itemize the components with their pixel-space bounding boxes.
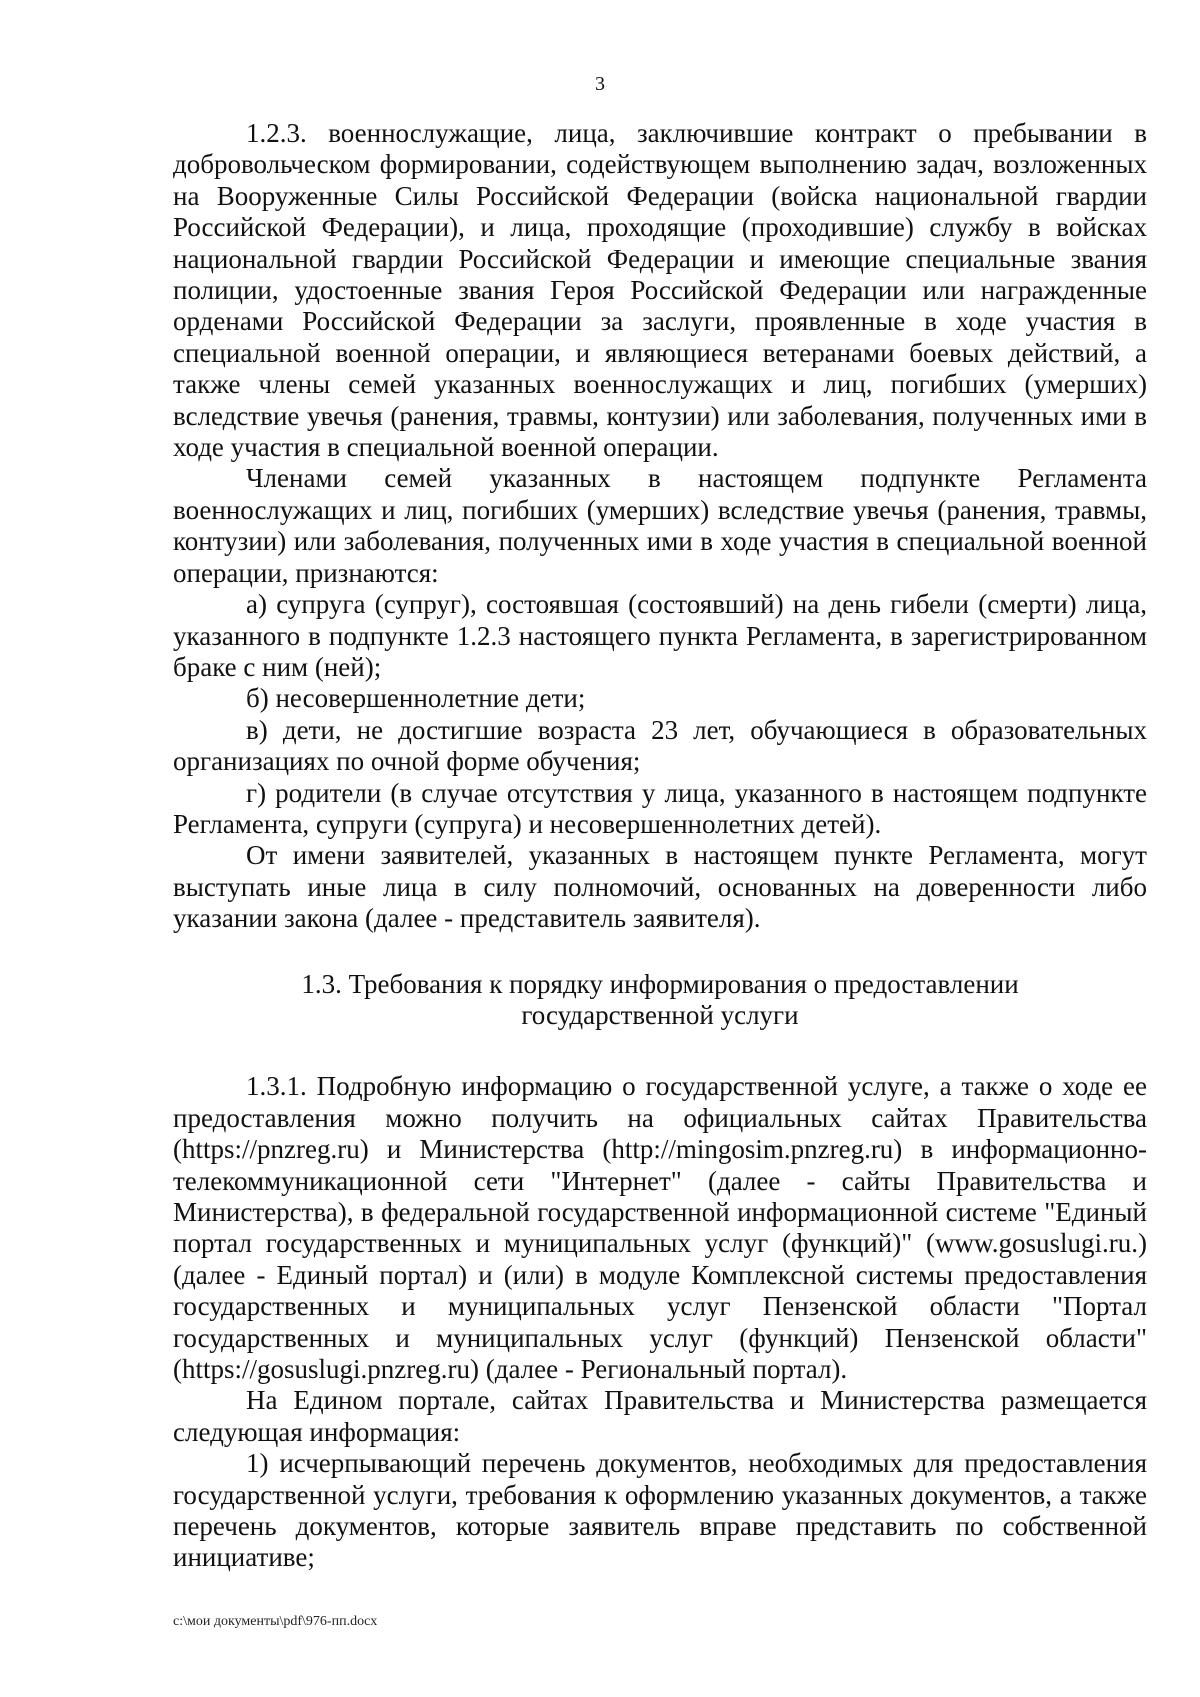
heading-line-2: государственной услуги — [521, 999, 799, 1030]
paragraph-family-members: Членами семей указанных в настоящем подпункте Регламента военнослужащих и лиц, погибших (умерших) вследствие увечья (ранения, травмы, контузии) или заболевания, полученных ими в ходе участия в специальной военной операции, признаются: — [173, 463, 1147, 588]
heading-line-1: 1.3. Требования к порядку информирования о предоставлении — [301, 968, 1019, 999]
spacer — [173, 935, 1147, 969]
list-item-a: а) супруга (супруг), состоявшая (состоявший) на день гибели (смерти) лица, указанного в подпункте 1.2.3 настоящего пункта Регламента, в зарегистрированном браке с ним (ней); — [173, 589, 1147, 682]
section-heading-1-3 — [173, 969, 1147, 1032]
list-item-b: б) несовершеннолетние дети; — [246, 683, 586, 714]
paragraph-published-info: На Едином портале, сайтах Правительства и Министерства размещается следующая информация: — [173, 1385, 1147, 1447]
spacer — [173, 1031, 1147, 1071]
list-item-g: г) родители (в случае отсутствия у лица, указанного в настоящем подпункте Регламента, супруги (супруга) и несовершеннолетних детей). — [173, 777, 1147, 839]
list-item-v: в) дети, не достигшие возраста 23 лет, обучающиеся в образовательных организациях по очной форме обучения; — [173, 714, 1147, 777]
paragraph-1-3-1: 1.3.1. Подробную информацию о государственной услуге, а также о ходе ее предоставления можно получить на официальных сайтах Правительства (https://pnzreg.ru) и Министерства (http://mingosim.pnzreg.ru) в информационно-телекоммуникационной сети "Интернет" (далее - сайты Правительства и Министерства), в федеральной государственной информационной системе "Единый портал государственных и муниципальных услуг (функций)" (www.gosuslugi.ru.) (далее - Единый портал) и (или) в модуле Комплексной системы предоставления государственных и муниципальных услуг Пензенской области "Портал государственных и муниципальных услуг (функций) Пензенской области" (https://gosuslugi.pnzreg.ru) (далее - Региональный портал). — [173, 1071, 1147, 1385]
paragraph-representative: От имени заявителей, указанных в настоящем пункте Регламента, могут выступать иные лица в силу полномочий, основанных на доверенности либо указании закона (далее - представитель заявителя). — [173, 840, 1147, 934]
page-number: 3 — [595, 73, 605, 95]
document-body — [173, 118, 1147, 1574]
paragraph-1-2-3: 1.2.3. военнослужащие, лица, заключившие контракт о пребывании в добровольческом формировании, содействующем выполнению задач, возложенных на Вооруженные Силы Российской Федерации (войска национальной гвардии Российской Федерации), и лица, проходящие (проходившие) службу в войсках национальной гвардии Российской Федерации и имеющие специальные звания полиции, удостоенные звания Героя Российской Федерации или награжденные орденами Российской Федерации за заслуги, проявленные в ходе участия в специальной военной операции, и являющиеся ветеранами боевых действий, а также члены семей указанных военнослужащих и лиц, погибших (умерших) вследствие увечья (ранения, травмы, контузии) или заболевания, полученных ими в ходе участия в специальной военной операции. — [173, 118, 1147, 463]
list-item-1: 1) исчерпывающий перечень документов, необходимых для предоставления государственной услуги, требования к оформлению указанных документов, а также перечень документов, которые заявитель вправе представить по собственной инициативе; — [173, 1448, 1147, 1573]
footer-file-path: c:\мои документы\pdf\976-пп.docx — [173, 1614, 378, 1629]
